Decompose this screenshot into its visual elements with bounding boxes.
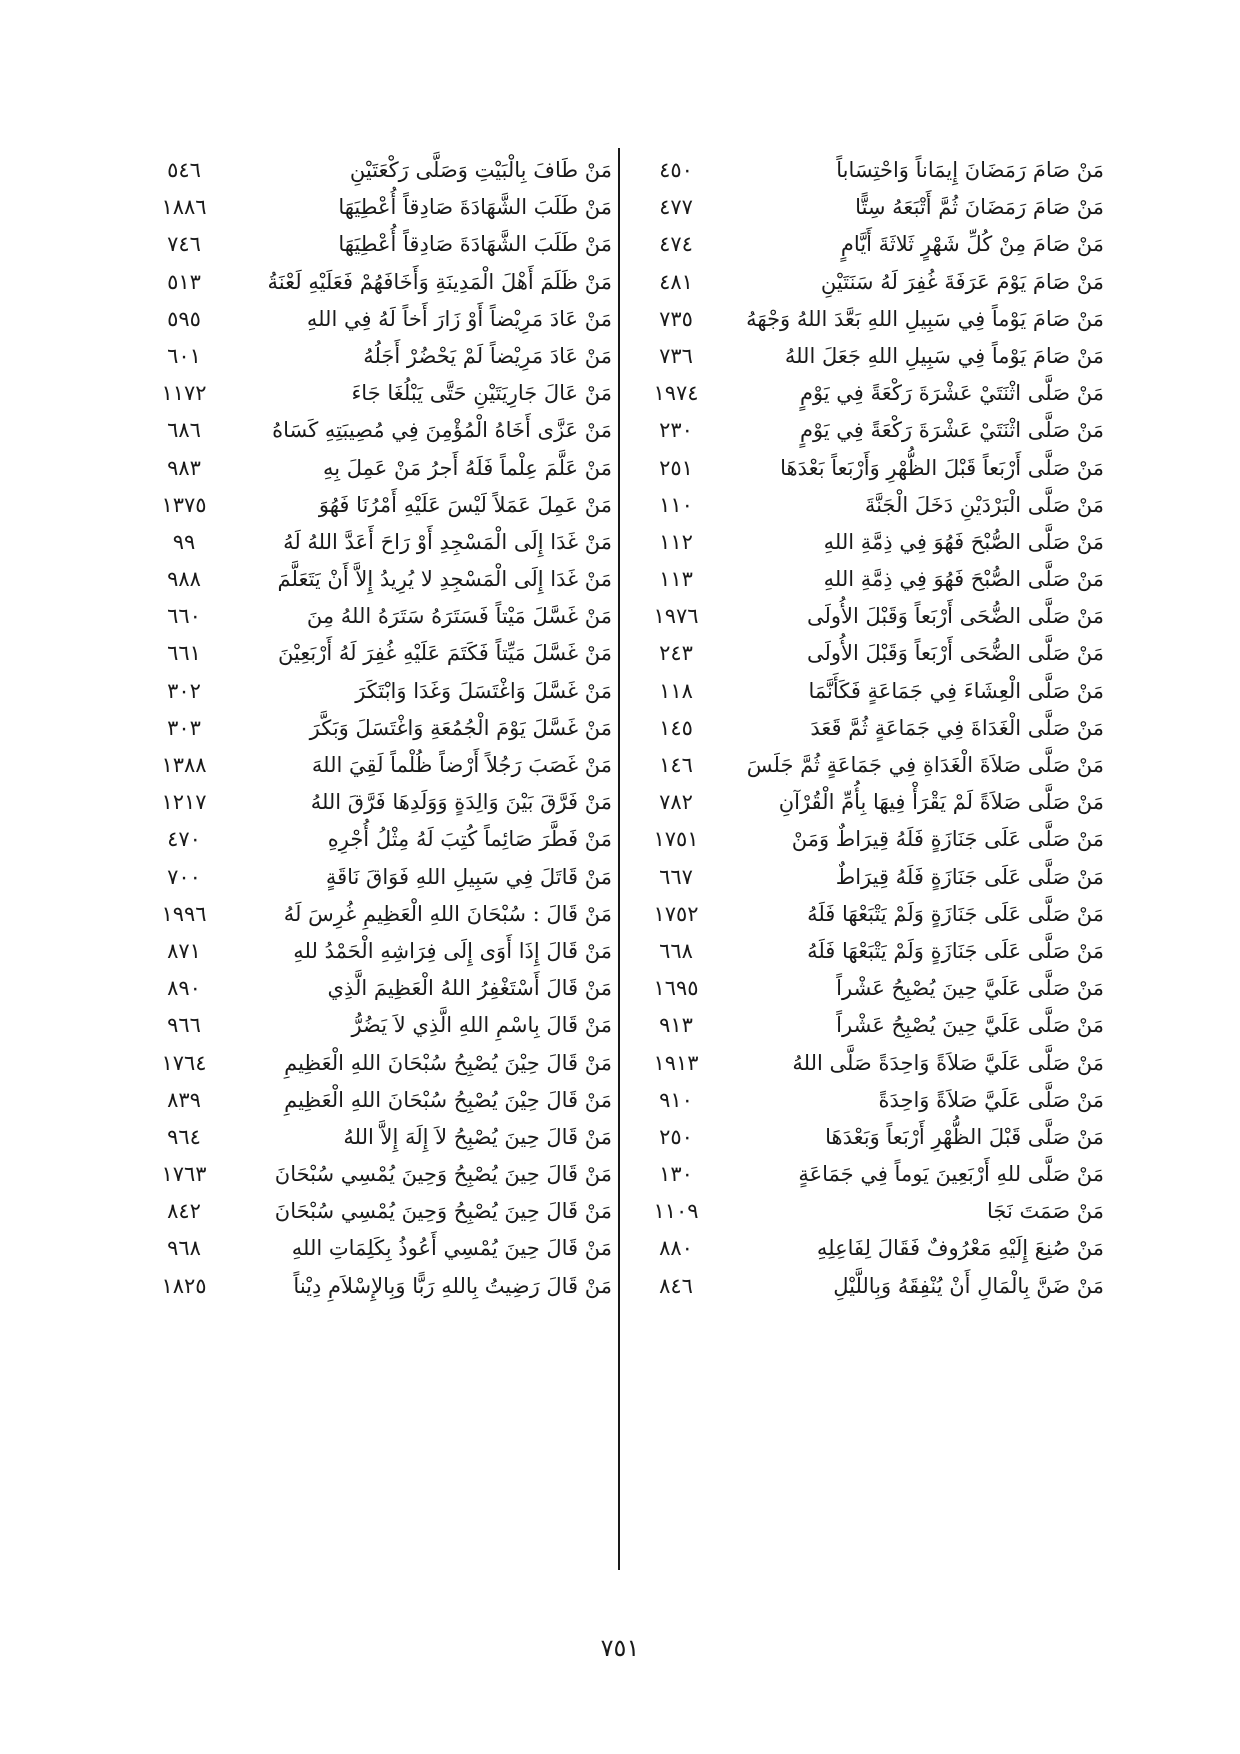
hadith-number: ٥٩٥ — [167, 306, 201, 331]
hadith-incipit: مَنْ صَلَّى عَلَيَّ حِينَ يُصْبِحُ عَشْراً — [836, 976, 1104, 1001]
index-entry — [142, 710, 612, 747]
hadith-number: ٧٨٢ — [659, 790, 693, 815]
index-entry — [142, 338, 612, 375]
hadith-incipit: مَنْ قَالَ حِينَ يُصْبِحُ وَحِينَ يُمْسِي سُبْحَانَ — [274, 1162, 612, 1187]
hadith-incipit: مَنْ طَلَبَ الشَّهَادَةَ صَادِقاً أُعْطِيَهَا — [338, 232, 612, 257]
hadith-number: ٩٦٦ — [167, 1013, 201, 1038]
hadith-number: ٩٩ — [172, 529, 196, 554]
index-entry — [634, 1007, 1104, 1044]
hadith-number: ٦٠١ — [167, 343, 201, 368]
index-entry — [634, 301, 1104, 338]
hadith-number: ٤٥٠ — [659, 158, 693, 182]
hadith-number: ٤٧٠ — [167, 827, 201, 852]
hadith-number: ٩٨٣ — [167, 455, 201, 480]
index-entry — [634, 896, 1104, 933]
index-entry — [142, 1045, 612, 1082]
hadith-incipit: مَنْ عَادَ مَرِيْضاً لَمْ يَحْضُرْ أَجَلُهُ — [363, 343, 612, 368]
index-entry — [634, 710, 1104, 747]
hadith-incipit: مَنْ صَلَّى عَلَى جَنَازَةٍ فَلَهُ قِيرَاطٌ وَمَنْ — [791, 827, 1104, 852]
hadith-number: ٩١٣ — [659, 1013, 693, 1038]
index-entry — [142, 896, 612, 933]
index-entry — [142, 1268, 612, 1305]
hadith-incipit: مَنْ عَالَ جَارِيَتَيْنِ حَتَّى يَبْلُغَا جَاءَ — [351, 381, 612, 406]
hadith-incipit: مَنْ صَلَّى عَلَيَّ صَلاَةً وَاحِدَةً — [878, 1087, 1104, 1112]
hadith-incipit: مَنْ صَامَ يَوْمَ عَرَفَةَ غُفِرَ لَهُ سَنَتَيْنِ — [820, 269, 1104, 294]
hadith-number: ٤٨١ — [659, 269, 693, 294]
hadith-number: ١١٢ — [659, 529, 693, 554]
index-entry — [634, 673, 1104, 710]
hadith-incipit: مَنْ صَامَ مِنْ كُلِّ شَهْرٍ ثَلاثَةَ أَيَّامٍ — [840, 232, 1104, 257]
hadith-incipit: مَنْ صَلَّى أَرْبَعاً قَبْلَ الظُّهْرِ وَأَرْبَعاً بَعْدَهَا — [780, 455, 1104, 480]
hadith-incipit: مَنْ صَلَّى عَلَى جَنَازَةٍ وَلَمْ يَتْبَعْهَا فَلَهُ — [807, 901, 1104, 926]
hadith-incipit: مَنْ صُنِعَ إِلَيْهِ مَعْرُوفٌ فَقَالَ لِفَاعِلِهِ — [816, 1236, 1104, 1261]
index-entry — [142, 561, 612, 598]
hadith-number: ٦٦١ — [167, 641, 201, 666]
index-entry — [634, 412, 1104, 449]
index-entry — [142, 1119, 612, 1156]
hadith-number: ٩٨٨ — [167, 567, 201, 592]
hadith-incipit: مَنْ قَالَ إِذَا أَوَى إِلَى فِرَاشِهِ الْحَمْدُ للهِ — [293, 938, 612, 963]
hadith-incipit: مَنْ غَسَّلَ مَيْتاً فَسَتَرَهُ سَتَرَهُ اللهُ مِنَ — [306, 604, 612, 629]
index-column-left — [142, 152, 612, 1305]
index-entry — [634, 189, 1104, 226]
hadith-incipit: مَنْ طَلَبَ الشَّهَادَةَ صَادِقاً أُعْطِيَهَا — [338, 195, 612, 220]
hadith-number: ١١٨ — [659, 678, 693, 703]
index-entry — [142, 375, 612, 412]
hadith-incipit: مَنْ صَلَّى صَلاَةً لَمْ يَقْرَأْ فِيهَا بِأُمِّ الْقُرْآنِ — [778, 790, 1104, 815]
index-entry — [634, 1045, 1104, 1082]
hadith-number: ٥١٣ — [167, 269, 201, 294]
index-entry — [634, 561, 1104, 598]
index-entry — [634, 747, 1104, 784]
hadith-incipit: مَنْ صَامَ يَوْماً فِي سَبِيلِ اللهِ بَعَّدَ اللهُ وَجْهَهُ — [746, 306, 1104, 331]
hadith-incipit: مَنْ قَالَ حِيْنَ يُصْبِحُ سُبْحَانَ اللهِ الْعَظِيمِ — [284, 1087, 612, 1112]
index-entry — [634, 450, 1104, 487]
hadith-number: ٩٦٤ — [167, 1124, 201, 1149]
hadith-incipit: مَنْ قَاتَلَ فِي سَبِيلِ اللهِ فَوَاقَ نَاقَةٍ — [325, 864, 612, 889]
hadith-incipit: مَنْ قَالَ حِينَ يُمْسِي أَعُوذُ بِكَلِمَاتِ اللهِ — [291, 1236, 612, 1261]
hadith-number: ٨٤٦ — [659, 1273, 693, 1298]
hadith-number: ٣٠٢ — [167, 678, 201, 703]
index-entry — [142, 673, 612, 710]
index-entry — [634, 970, 1104, 1007]
hadith-incipit: مَنْ غَسَّلَ وَاغْتَسَلَ وَغَدَا وَابْتَكَرَ — [355, 678, 612, 703]
hadith-incipit: مَنْ قَالَ حِينَ يُصْبِحُ لاَ إِلَهَ إِلاَّ اللهُ — [343, 1124, 612, 1149]
hadith-number: ١٢١٧ — [161, 790, 207, 815]
index-entry — [142, 1193, 612, 1230]
hadith-incipit: مَنْ صَلَّى عَلَيَّ صَلاَةً وَاحِدَةً صَلَّى اللهُ — [792, 1050, 1104, 1075]
hadith-incipit: مَنْ غَدَا إِلَى الْمَسْجِدِ أَوْ رَاحَ أَعَدَّ اللهُ لَهُ — [283, 529, 612, 554]
hadith-number: ١١٧٢ — [161, 381, 207, 406]
hadith-number: ١٦٩٥ — [653, 976, 699, 1001]
index-entry — [142, 1156, 612, 1193]
index-entry — [142, 189, 612, 226]
index-entry — [142, 821, 612, 858]
hadith-number: ١٤٦ — [659, 753, 693, 777]
hadith-incipit: مَنْ صَامَ يَوْماً فِي سَبِيلِ اللهِ جَعَلَ اللهُ — [784, 343, 1104, 368]
index-entry — [142, 933, 612, 970]
index-entry — [142, 598, 612, 635]
hadith-number: ١٩٧٦ — [653, 604, 699, 629]
index-entry — [142, 1230, 612, 1267]
index-entry — [634, 1082, 1104, 1119]
hadith-number: ٩٦٨ — [167, 1236, 201, 1261]
index-entry — [142, 412, 612, 449]
hadith-number: ١١٠ — [659, 492, 693, 517]
hadith-incipit: مَنْ صَلَّى عَلَى جَنَازَةٍ وَلَمْ يَتْبَعْهَا فَلَهُ — [807, 938, 1104, 963]
index-entry — [634, 152, 1104, 189]
hadith-incipit: مَنْ عَمِلَ عَمَلاً لَيْسَ عَلَيْهِ أَمْرُنَا فَهُوَ — [318, 492, 612, 517]
hadith-number: ٤٧٤ — [659, 232, 693, 257]
hadith-number: ٨٣٩ — [167, 1087, 201, 1112]
hadith-number: ١٣٧٥ — [161, 492, 207, 517]
hadith-incipit: مَنْ عَادَ مَرِيْضاً أَوْ زَارَ أَخاً لَهُ فِي اللهِ — [306, 306, 612, 331]
page-number: ٧٥١ — [600, 1634, 640, 1662]
hadith-number: ١١٠٩ — [653, 1199, 699, 1224]
hadith-number: ١٨٢٥ — [161, 1273, 207, 1298]
index-entry — [634, 1193, 1104, 1230]
hadith-incipit: مَنْ صَلَّى الْغَدَاةَ فِي جَمَاعَةٍ ثُمَّ قَعَدَ — [810, 715, 1104, 740]
hadith-number: ١٩٩٦ — [161, 901, 207, 926]
hadith-incipit: مَنْ قَالَ رَضِيتُ بِاللهِ رَبًّا وَبِالإِسْلاَمِ دِيْناً — [293, 1273, 612, 1298]
hadith-number: ٩١٠ — [659, 1087, 693, 1112]
hadith-number: ٧٣٥ — [659, 306, 693, 331]
index-entry — [634, 859, 1104, 896]
index-entry — [142, 1007, 612, 1044]
hadith-number: ٢٥١ — [659, 455, 693, 480]
hadith-incipit: مَنْ صَلَّى عَلَى جَنَازَةٍ فَلَهُ قِيرَاطٌ — [835, 864, 1104, 889]
hadith-number: ٦٦٧ — [659, 864, 693, 889]
hadith-number: ٧٣٦ — [659, 343, 693, 368]
hadith-number: ٢٥٠ — [659, 1124, 693, 1149]
hadith-number: ٨٤٢ — [167, 1199, 201, 1224]
hadith-incipit: مَنْ قَالَ أَسْتَغْفِرُ اللهُ الْعَظِيمَ الَّذِي — [327, 976, 612, 1001]
hadith-incipit: مَنْ قَالَ : سُبْحَانَ اللهِ الْعَظِيمِ غُرِسَ لَهُ — [283, 901, 612, 926]
hadith-number: ٣٠٣ — [167, 715, 201, 740]
index-entry — [634, 226, 1104, 263]
hadith-incipit: مَنْ صَلَّى الضُّحَى أَرْبَعاً وَقَبْلَ الأُولَى — [806, 604, 1104, 629]
hadith-incipit: مَنْ غَدَا إِلَى الْمَسْجِدِ لا يُرِيدُ إِلاَّ أَنْ يَتَعَلَّمَ — [277, 567, 612, 592]
hadith-number: ٧٠٠ — [167, 864, 201, 889]
hadith-incipit: مَنْ صَامَ رَمَضَانَ ثُمَّ أَتْبَعَهُ سِتًّا — [855, 195, 1104, 220]
hadith-incipit: مَنْ صَلَّى الْعِشَاءَ فِي جَمَاعَةٍ فَكَأَنَّمَا — [808, 678, 1104, 703]
hadith-incipit: مَنْ غَصَبَ رَجُلاً أَرْضاً ظُلْماً لَقِيَ اللهَ — [311, 753, 612, 777]
hadith-incipit: مَنْ صَلَّى اثْنَتَيْ عَشْرَةَ رَكْعَةً فِي يَوْمٍ — [799, 418, 1104, 443]
index-entry — [634, 635, 1104, 672]
hadith-incipit: مَنْ صَلَّى قَبْلَ الظُّهْرِ أَرْبَعاً وَبَعْدَهَا — [825, 1124, 1104, 1149]
index-entry — [634, 338, 1104, 375]
hadith-incipit: مَنْ غَسَّلَ يَوْمَ الْجُمُعَةِ وَاغْتَسَلَ وَبَكَّرَ — [309, 715, 612, 740]
hadith-number: ٦٦٨ — [659, 938, 693, 963]
index-entry — [634, 1230, 1104, 1267]
column-divider — [618, 148, 620, 1570]
index-entry — [142, 1082, 612, 1119]
hadith-incipit: مَنْ قَالَ حِيْنَ يُصْبِحُ سُبْحَانَ اللهِ الْعَظِيمِ — [284, 1050, 612, 1075]
index-entry — [142, 784, 612, 821]
hadith-number: ١٧٦٤ — [161, 1050, 207, 1075]
hadith-incipit: مَنْ فَطَّرَ صَائِماً كُتِبَ لَهُ مِثْلُ أُجْرِهِ — [327, 827, 612, 852]
index-entry — [142, 524, 612, 561]
hadith-incipit: مَنْ طَافَ بِالْبَيْتِ وَصَلَّى رَكْعَتَيْنِ — [349, 158, 612, 182]
index-entry — [142, 226, 612, 263]
hadith-number: ٥٤٦ — [167, 158, 201, 182]
hadith-number: ٨٨٠ — [659, 1236, 693, 1261]
index-entry — [634, 487, 1104, 524]
hadith-incipit: مَنْ صَلَّى صَلاَةَ الْغَدَاةِ فِي جَمَاعَةٍ ثُمَّ جَلَسَ — [746, 753, 1104, 777]
index-entry — [142, 970, 612, 1007]
index-entry — [634, 933, 1104, 970]
hadith-number: ١٣٠ — [659, 1162, 693, 1187]
hadith-incipit: مَنْ ظَلَمَ أَهْلَ الْمَدِينَةِ وَأَخَافَهُمْ فَعَلَيْهِ لَعْنَةُ — [267, 269, 612, 294]
index-entry — [142, 635, 612, 672]
index-entry — [634, 264, 1104, 301]
index-entry — [142, 152, 612, 189]
hadith-number: ١٧٥١ — [653, 827, 699, 852]
index-entry — [634, 524, 1104, 561]
hadith-number: ٦٨٦ — [167, 418, 201, 443]
index-entry — [142, 264, 612, 301]
hadith-number: ٤٧٧ — [659, 195, 693, 220]
index-entry — [142, 450, 612, 487]
hadith-incipit: مَنْ غَسَّلَ مَيِّتاً فَكَتَمَ عَلَيْهِ غُفِرَ لَهُ أَرْبَعِيْنَ — [277, 641, 612, 666]
hadith-number: ١٧٥٢ — [653, 901, 699, 926]
hadith-incipit: مَنْ صَلَّى عَلَيَّ حِينَ يُصْبِحُ عَشْراً — [836, 1013, 1104, 1038]
hadith-number: ١١٣ — [659, 567, 693, 592]
hadith-incipit: مَنْ قَالَ حِينَ يُصْبِحُ وَحِينَ يُمْسِي سُبْحَانَ — [274, 1199, 612, 1224]
index-entry — [634, 784, 1104, 821]
hadith-number: ١٧٦٣ — [161, 1162, 207, 1187]
hadith-incipit: مَنْ صَامَ رَمَضَانَ إِيمَاناً وَاحْتِسَاباً — [836, 158, 1104, 182]
index-entry — [634, 821, 1104, 858]
index-column-right — [634, 152, 1104, 1305]
hadith-incipit: مَنْ عَلَّمَ عِلْماً فَلَهُ أَجرُ مَنْ عَمِلَ بِهِ — [322, 455, 612, 480]
hadith-incipit: مَنْ صَلَّى الصُّبْحَ فَهُوَ فِي ذِمَّةِ اللهِ — [823, 529, 1104, 554]
index-entry — [634, 598, 1104, 635]
hadith-incipit: مَنْ صَمَتَ نَجَا — [987, 1199, 1104, 1224]
index-entry — [142, 487, 612, 524]
hadith-number: ١٩٧٤ — [653, 381, 699, 406]
hadith-incipit: مَنْ عَزَّى أَخَاهُ الْمُؤْمِنَ فِي مُصِيبَتِهِ كَسَاهُ — [272, 418, 612, 443]
hadith-number: ١٤٥ — [659, 715, 693, 740]
hadith-number: ٢٤٣ — [659, 641, 693, 666]
hadith-number: ٨٩٠ — [167, 976, 201, 1001]
hadith-number: ١٩١٣ — [653, 1050, 699, 1075]
index-entry — [634, 1119, 1104, 1156]
index-entry — [634, 375, 1104, 412]
hadith-number: ١٣٨٨ — [161, 753, 207, 777]
hadith-incipit: مَنْ ضَنَّ بِالْمَالِ أَنْ يُنْفِقَهُ وَبِاللَّيْلِ — [833, 1273, 1104, 1298]
index-entry — [142, 747, 612, 784]
hadith-incipit: مَنْ صَلَّى الْبَرْدَيْنِ دَخَلَ الْجَنَّةَ — [864, 492, 1104, 517]
index-entry — [142, 301, 612, 338]
hadith-incipit: مَنْ صَلَّى للهِ أَرْبَعِينَ يَوماً فِي جَمَاعَةٍ — [798, 1162, 1104, 1187]
index-entry — [634, 1156, 1104, 1193]
index-entry — [634, 1268, 1104, 1305]
hadith-number: ٦٦٠ — [167, 604, 201, 629]
hadith-incipit: مَنْ قَالَ بِاسْمِ اللهِ الَّذِي لاَ يَضُرُّ — [351, 1013, 612, 1038]
hadith-number: ١٨٨٦ — [161, 195, 207, 220]
hadith-incipit: مَنْ صَلَّى الضُّحَى أَرْبَعاً وَقَبْلَ الأُولَى — [806, 641, 1104, 666]
hadith-incipit: مَنْ فَرَّقَ بَيْنَ وَالِدَةٍ وَوَلَدِهَا فَرَّقَ اللهُ — [310, 790, 612, 815]
hadith-number: ٧٤٦ — [167, 232, 201, 257]
hadith-number: ٢٣٠ — [659, 418, 693, 443]
hadith-number: ٨٧١ — [167, 938, 201, 963]
index-entry — [142, 859, 612, 896]
hadith-incipit: مَنْ صَلَّى الصُّبْحَ فَهُوَ فِي ذِمَّةِ اللهِ — [823, 567, 1104, 592]
hadith-incipit: مَنْ صَلَّى اثْنَتَيْ عَشْرَةَ رَكْعَةً فِي يَوْمٍ — [799, 381, 1104, 406]
